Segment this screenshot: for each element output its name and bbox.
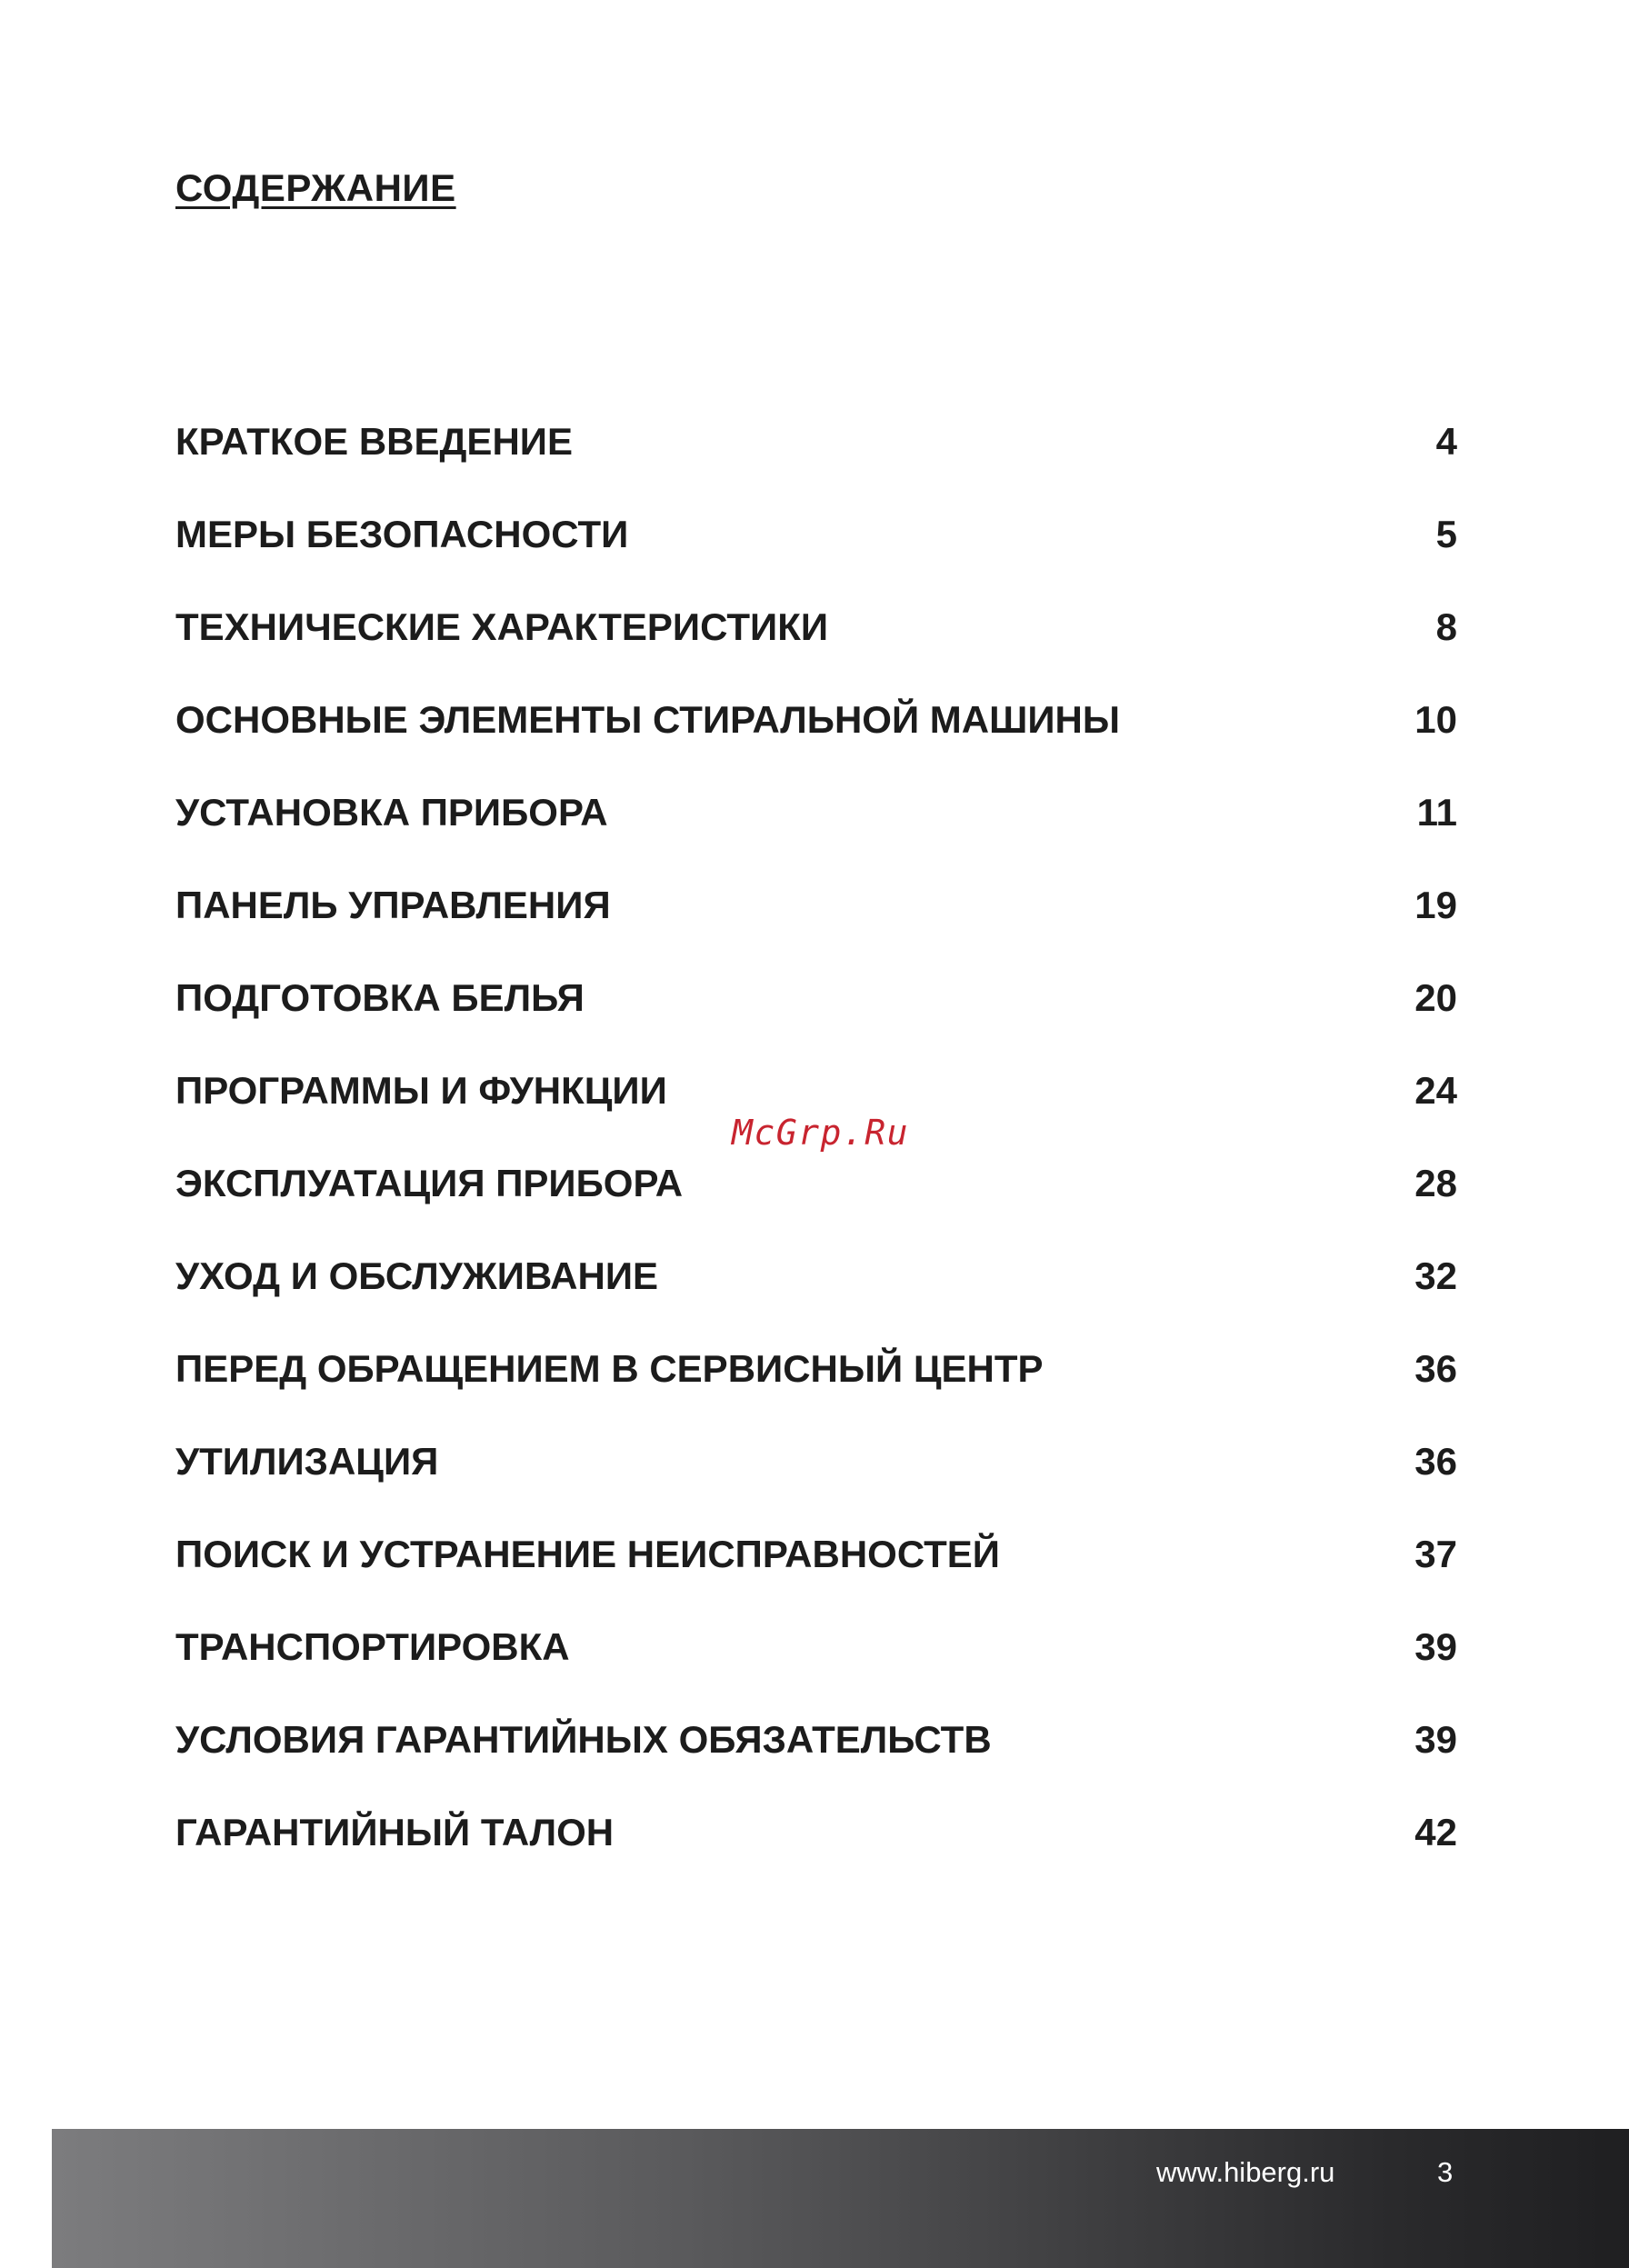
toc-entry-page: 11 <box>1416 791 1457 834</box>
toc-entry-page: 8 <box>1435 605 1457 648</box>
toc-entry-page: 24 <box>1414 1069 1457 1112</box>
footer-bar <box>52 2129 1629 2268</box>
toc-row[interactable] <box>175 974 1457 1067</box>
toc-entry-page: 37 <box>1414 1533 1457 1575</box>
toc-entry-title: ЭКСПЛУАТАЦИЯ ПРИБОРА <box>175 1162 684 1204</box>
toc-entry-title: КРАТКОЕ ВВЕДЕНИЕ <box>175 420 573 463</box>
toc-entry-title: УСЛОВИЯ ГАРАНТИЙНЫХ ОБЯЗАТЕЛЬСТВ <box>175 1718 992 1761</box>
toc-row[interactable] <box>175 1345 1457 1438</box>
toc-row[interactable] <box>175 1253 1457 1345</box>
toc-entry-title: УТИЛИЗАЦИЯ <box>175 1440 439 1483</box>
toc-entry-title: ОСНОВНЫЕ ЭЛЕМЕНТЫ СТИРАЛЬНОЙ МАШИНЫ <box>175 698 1120 741</box>
toc-entry-page: 20 <box>1414 976 1457 1019</box>
toc-entry-page: 28 <box>1414 1162 1457 1204</box>
toc-entry-title: УХОД И ОБСЛУЖИВАНИЕ <box>175 1254 659 1297</box>
toc-entry-page: 36 <box>1414 1347 1457 1390</box>
toc-entry-page: 36 <box>1414 1440 1457 1483</box>
toc-entry-page: 42 <box>1414 1811 1457 1853</box>
toc-row[interactable] <box>175 1624 1457 1716</box>
toc-entry-page: 32 <box>1414 1254 1457 1297</box>
toc-entry-page: 10 <box>1414 698 1457 741</box>
toc-row[interactable] <box>175 1160 1457 1253</box>
toc-row[interactable] <box>175 604 1457 696</box>
toc-entry-title: ПЕРЕД ОБРАЩЕНИЕМ В СЕРВИСНЫЙ ЦЕНТР <box>175 1347 1044 1390</box>
toc-row[interactable] <box>175 789 1457 882</box>
toc-row[interactable] <box>175 511 1457 604</box>
page-title: СОДЕРЖАНИЕ <box>175 166 456 209</box>
toc-row[interactable] <box>175 696 1457 789</box>
toc-entry-page: 39 <box>1414 1625 1457 1668</box>
toc-entry-title: ПАНЕЛЬ УПРАВЛЕНИЯ <box>175 884 611 926</box>
toc-entry-title: МЕРЫ БЕЗОПАСНОСТИ <box>175 513 629 555</box>
toc-entry-page: 39 <box>1414 1718 1457 1761</box>
toc-entry-title: УСТАНОВКА ПРИБОРА <box>175 791 608 834</box>
toc-row[interactable] <box>175 418 1457 511</box>
footer-page-number: 3 <box>1437 2156 1454 2188</box>
table-of-contents <box>175 418 1457 1902</box>
toc-row[interactable] <box>175 882 1457 974</box>
toc-entry-title: ТЕХНИЧЕСКИЕ ХАРАКТЕРИСТИКИ <box>175 605 829 648</box>
toc-entry-title: ПРОГРАММЫ И ФУНКЦИИ <box>175 1069 667 1112</box>
toc-row[interactable] <box>175 1809 1457 1902</box>
toc-row[interactable] <box>175 1531 1457 1624</box>
toc-row[interactable] <box>175 1716 1457 1809</box>
watermark: McGrp.Ru <box>732 1113 910 1153</box>
toc-row[interactable] <box>175 1438 1457 1531</box>
footer-url[interactable]: www.hiberg.ru <box>1156 2156 1335 2188</box>
toc-entry-title: ТРАНСПОРТИРОВКА <box>175 1625 570 1668</box>
toc-entry-page: 4 <box>1435 420 1457 463</box>
toc-entry-title: ПОИСК И УСТРАНЕНИЕ НЕИСПРАВНОСТЕЙ <box>175 1533 1000 1575</box>
toc-entry-title: ГАРАНТИЙНЫЙ ТАЛОН <box>175 1811 615 1853</box>
toc-entry-page: 19 <box>1414 884 1457 926</box>
toc-entry-page: 5 <box>1435 513 1457 555</box>
toc-entry-title: ПОДГОТОВКА БЕЛЬЯ <box>175 976 585 1019</box>
